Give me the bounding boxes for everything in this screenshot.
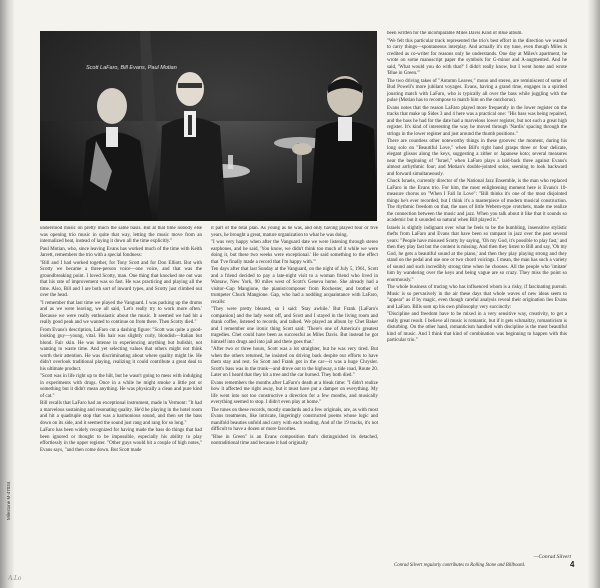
paragraph: "They were pretty bleared, so I said: 'Stay awhile.' But Frank [LaFaro's companion] and the lady went off, and Scott and I stayed in the living room and drank coffee, listened to records, and talked. We played an album by Chet Baker and I remember one ironic thing Scott said: 'There's one of America's greatest tragedies. Chet could have been as successful as Miles Davis. But instead he got himself into drugs and into jail and there goes that.' (211, 307, 378, 345)
paragraph: "Discipline and freedom have to be mixed in a very sensitive way, creativity, to get a really great result. I believe all music is romantic, but if it gets schmaltzy, romanticism is disturbing. On the other hand, romanticism handled with discipline is the most beautiful kind of music. And I think that kind of combination was beginning to happen with this particular trio." (387, 312, 567, 343)
photo-illustration (40, 31, 377, 221)
photo-caption: Scott LaFaro, Bill Evans, Paul Motian (86, 65, 177, 71)
paragraph: "We felt this particular track represented the trio's best effort in the direction we wanted to carry things—spontaneous interplay. And actually it's my tune, even though Miles is credited as co-writer for reasons only he understands. One day at Miles's apartment, he wrote on some manuscript paper the symbols for G-minor and A-augmented. And he said, 'What would you do with that?' I didn't really know, but I went home and wrote 'Blue in Green.'" (387, 38, 567, 76)
paragraph: understood music on pretty much the same basis. But at that time nobody else was opening trio music in quite that way, letting the music move from an internalized beat, instead of laying it down all the time explicitly." (40, 226, 202, 244)
paragraph: "Scott was in life right up to the hilt, but he wasn't going to mess with indulging in experiments with drugs. Once in a while he might smoke a little pot or something but it didn't mean anything. He was physically a clean and pure kind of cat." (40, 374, 202, 399)
paragraph: "After two or three hours, Scott was a lot straighter, but he was very tired. But when the others returned, he insisted on driving back despite our efforts to have them stay and rest. So Scott and Frank got in the car—it was a huge Chrysler. Scott's bass was in the trunk—and drove out to the highway, a tide road, Route 20. Later on I heard that they hit a tree and the car burned. They both died." (211, 347, 378, 378)
paragraph: From Evans's description, LaFaro cut a dashing figure: "Scott was quite a good-looking guy—young, vital. His hair was slightly curly, blondish—Italian but blond. Fair skin. He was intense in experiencing anything but bullshit, not wanting to waste time. And yet selecting values that others might not think worth their attention. He was discriminating about where quality might lie. He didn't overlook traditional playing, realizing it could contribute a great deal to his ultimate product. (40, 327, 202, 372)
paragraph: Israels is slightly indignant over what he feels to be the bumbling, insensitive stylistic thefts from LaFaro and Evans that have been so rampant in jazz over the past several years: "People have misused Scotty by saying, 'Oh my God, it's possible to play fast,' and then they play fast but the content is missing. And then they listen to Bill and say, 'Oh my God, he gets a beautiful sound at the piano,' and then they play playing strong and they stand on the pedal and use one or two chord voicings. I mean, the man has such a variety of sound and such incredibly strong time when he chooses. All the people who 'imitate' him by wandering over the keys and being vague are so crazy. They miss the point so enormously." (387, 225, 567, 283)
spine-fold-right (588, 0, 600, 588)
paragraph: it part of the total plan. As young as he was, and only having played four or five years, he brought a great, mature organization to what he was doing. (211, 226, 378, 238)
text-column-2 (211, 226, 378, 569)
author-signature: —Conrad Silvert (533, 554, 571, 560)
paragraph: "I was very happy when after the Vanguard date we were listening through stereo earphones, and he said, 'You know, we didn't think too much of it while we were doing it, but these two weeks were exceptional.' He said something to the effect that 'I've finally made a record that I'm happy with.'" (211, 240, 378, 265)
handwritten-mark: A.Lo (8, 574, 22, 582)
text-column-3 (387, 31, 567, 569)
paragraph: Chuck Israels, currently director of the National Jazz Ensemble, is the man who replaced LaFaro in the Evans trio. For him, the most enlightening moment here is Evans's 10-measure chorus on "When I Fall In Love": "Bill thinks it's one of the most disjointed things he's ever recorded, but I think it's a masterpiece of modern musical construction. The rhythmic freedom on that, the uses of little Webern-type crotchets, made me realize the connection between the music and jazz. When you talk about it like that it sounds so academic but it sounded so natural when Bill played it." (387, 179, 567, 223)
paragraph: Evans notes that the reason LaFaro played more frequently in the lower register on the tracks that make up Sides 3 and 4 here was a practical one: "His bass was being repaired, and the bass he had for the date had a marvelous lower register, but not such a great high register. It's kind of interesting the way he moved through 'Nardis' spacing through the strings in the lower register and just around the thumb positions." (387, 105, 567, 137)
paragraph: Evans remembers the months after LaFaro's death at a bleak time: "I didn't realize how it affected me right away, but it must have put a damper on everything. My life went into not too constructive a direction for a few months, and musically everything seemed to stop. I didn't even play at home." (211, 380, 378, 405)
paragraph: "Blue in Green" is an Evans composition that's distinguished its detached, nontraditional time and because it had originally (211, 434, 378, 446)
paragraph: been written for the incomparable Miles Davis Kind of Blue album. (387, 31, 523, 36)
paragraph: Ten days after that last Sunday at the Vanguard, on the night of July 5, 1961, Scott and a friend decided to pay a late-night visit to a woman friend who lived in Warsaw, New York, 90 miles west of Scott's Geneva home. She already had a visitor–Gap Mangione, the pianist/composer from Rochester, and brother of trumpeter Chuck Mangione. Gap, who had a nodding acquaintance with LaFaro, recalls: (211, 267, 378, 305)
paragraph: Paul Motian, who, since leaving Evans has worked much of the time with Keith Jarrett, remembers the trio with a special fondness: (40, 246, 202, 258)
paragraph: There are countless other noteworthy things in these grooves: the moment, during his long solo on "Beautiful Love," when Bill's right hand grasps three or four delicate, elegant glissos along the keys, suggesting a zither or Japanese koto; several measures near the beginning of "Israel," when LaFaro plays a laid-back three against Evans's almost arrhythmic four; and Motian's double-jointed solos, seeming to look backward and forward simultaneously. (387, 139, 567, 177)
trio-photograph (40, 31, 377, 221)
paragraph: "Bill and I had worked together, for Tony Scott and for Don Elliott. But with Scotty we became a three-person voice—one voice, and that was the groundbreaking point. I loved Scotty, man. One thing that knocked me out was that his rate of improvement was so fast. He was practicing and playing all the time. Also, Bill and I are both sort of inward types, and Scotty just climbed out over the head. (40, 260, 202, 298)
catalog-number: Milestone M-47034 (6, 481, 11, 520)
author-credit: Conrad Silvert regularly contributes to Rolling Stone and Billboard. (394, 563, 526, 568)
page-number: 4 (570, 560, 575, 569)
paragraph: Bill recalls that LaFaro had an exceptional instrument, made in Vermont: "It had a marvelous sustaining and resonating quality. He'd be playing in the hotel room and hit a quadruple stop that was a harmonious sound, and then set the bass down on its side, and it seemed the sound just rang and rang for so long." (40, 401, 202, 426)
paragraph: "I remember that last time we played the Vanguard. I was packing up the drums and as we were leaving, we all said, 'Let's really try to work more often.' Because we were really enthusiastic about the music. It seemed we had hit a really good peak and we wanted to continue on from there. Then Scotty died." (40, 300, 202, 325)
paragraph: The tunes on these records, mostly standards and a few originals, are, as with most Evans treatments, like intricate, lingeringly constructed poems whose logic and manifold beauties unfold and carry with each reading. And of the 19 tracks, it's not difficult to have a dozen or more favorites. (211, 407, 378, 432)
paragraph: LaFaro has been widely recognized for having made the bass do things that had been ignored or thought to be impossible, especially his ability to play effortlessly in the upper register. "Other guys would hit a couple of high notes," Evans says, "and then come down. But Scott made (40, 428, 202, 453)
text-column-1 (40, 226, 202, 569)
paragraph: The whole business of tracing who has influenced whom is a risky, if fascinating pursuit. Music is so pervasively in the air these days that whole waves of new ideas seem to "appear" as if by magic, even though careful analysis reveal their origination lies Evans and LaFaro. Bills sum up his own philosophy very succinctly: (387, 285, 567, 310)
paragraph: The two driving takes of "Autumn Leaves," mono and stereo, are reminiscent of some of Bud Powell's more jubilant voyages. Evans, having a grand time, engages in a spirited jousting match with LaFaro, who is typically all over the bass while juggling with the pulse (Motian has to recompose to match him on the outchorus). (387, 78, 567, 103)
